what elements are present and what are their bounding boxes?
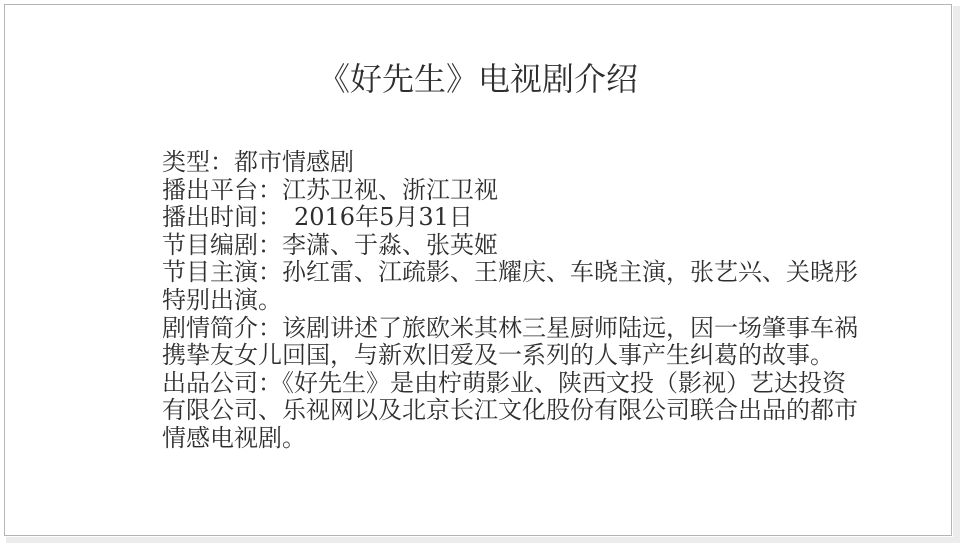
presentation-slide: [4, 4, 952, 536]
text-line: 节目编剧：李潇、于淼、张英姬: [162, 230, 498, 259]
slide-shadow-right: [953, 6, 960, 543]
drama-info-block: [162, 149, 858, 453]
text-line: 携挚友女儿回国，与新欢旧爱及一系列的人事产生纠葛的故事。: [162, 341, 834, 370]
slide-title: 《好先生》电视剧介绍: [317, 60, 638, 98]
text-line: 特别出演。: [162, 285, 282, 314]
text-line: 节目主演：孙红雷、江疏影、王耀庆、车晓主演，张艺兴、关晓彤: [162, 258, 858, 287]
text-line: 剧情简介：该剧讲述了旅欧米其林三星厨师陆远，因一场肇事车祸: [162, 313, 858, 342]
text-line: 有限公司、乐视网以及北京长江文化股份有限公司联合出品的都市: [162, 396, 858, 425]
text-line: 类型：都市情感剧: [162, 148, 354, 176]
slide-shadow-bottom: [6, 537, 960, 543]
text-line: 情感电视剧。: [162, 423, 306, 452]
text-line: 出品公司：《好先生》是由柠萌影业、陕西文投（影视）艺达投资: [162, 368, 846, 397]
text-line: 播出平台：江苏卫视、浙江卫视: [162, 175, 498, 204]
text-line: 播出时间： 2016年5月31日: [162, 203, 473, 232]
